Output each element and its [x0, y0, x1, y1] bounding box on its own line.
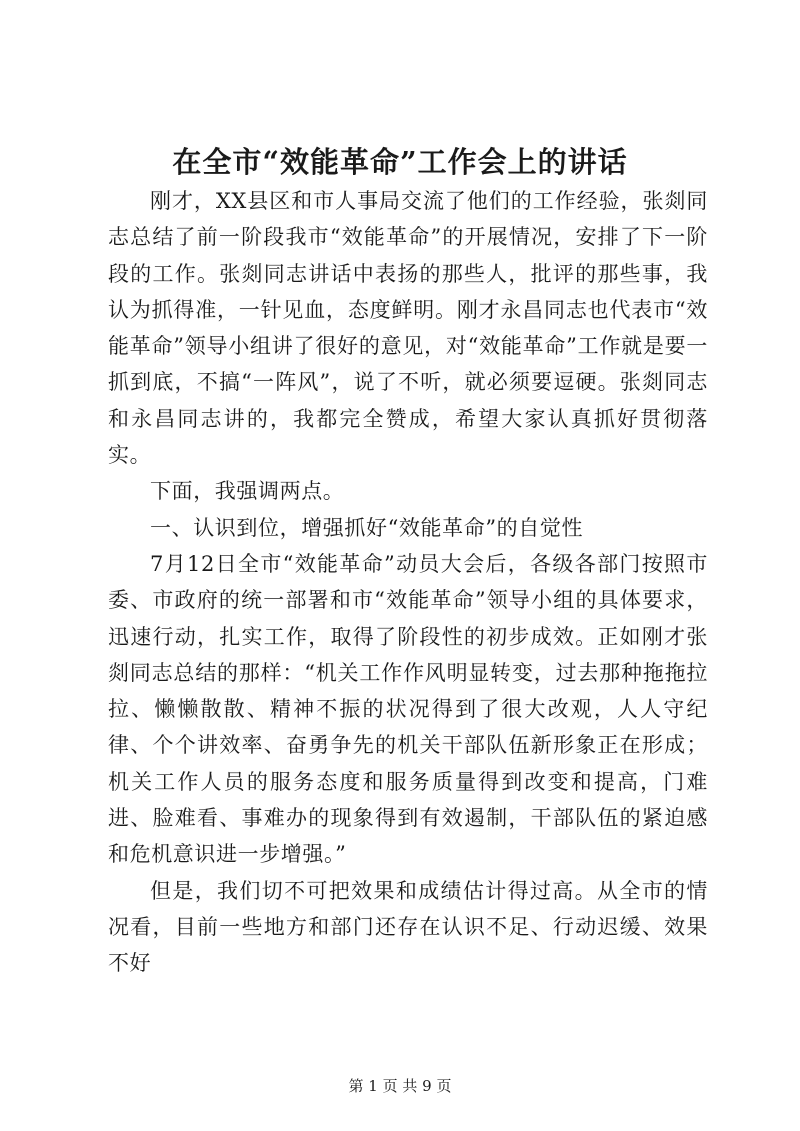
paragraph-2: 下面，我强调两点。 — [150, 479, 345, 504]
page-number-footer: 第 1 页 共 9 页 — [348, 1077, 452, 1095]
paragraph-3: 7月12日全市“效能革命”动员大会后，各级各部门按照市委、市政府的统一部署和市“效能革命”领导小组的具体要求，迅速行动，扎实工作，取得了阶段性的初步成效。正如刚才张剡同志总结的那样：“机关工作作风明显转变，过去那种拖拖拉拉、懒懒散散、精神不振的状况得到了很大改观，人人守纪律、个个讲效率、奋勇争先的机关干部队伍新形象正在形成；机关工作人员的服务态度和服务质量得到改变和提高，门难进、脸难看、事难办的现象得到有效遏制，干部队伍的紧迫感和危机意识进一步增强。” — [108, 551, 708, 867]
paragraph-1: 刚才，XX县区和市人事局交流了他们的工作经验，张剡同志总结了前一阶段我市“效能革命”的开展情况，安排了下一阶段的工作。张剡同志讲话中表扬的那些人，批评的那些事，我认为抓得准，一针见血，态度鲜明。刚才永昌同志也代表市“效能革命”领导小组讲了很好的意见，对“效能革命”工作就是要一抓到底，不搞“一阵风”，说了不听，就必须要逗硬。张剡同志和永昌同志讲的，我都完全赞成，希望大家认真抓好贯彻落实。 — [108, 189, 708, 468]
paragraph-4: 但是，我们切不可把效果和成绩估计得过高。从全市的情况看，目前一些地方和部门还存在认识不足、行动迟缓、效果不好 — [108, 878, 708, 976]
document-title: 在全市“效能革命”工作会上的讲话 — [172, 145, 628, 179]
section-heading-1: 一、认识到位，增强抓好“效能革命”的自觉性 — [150, 515, 584, 540]
document-body — [108, 183, 708, 982]
